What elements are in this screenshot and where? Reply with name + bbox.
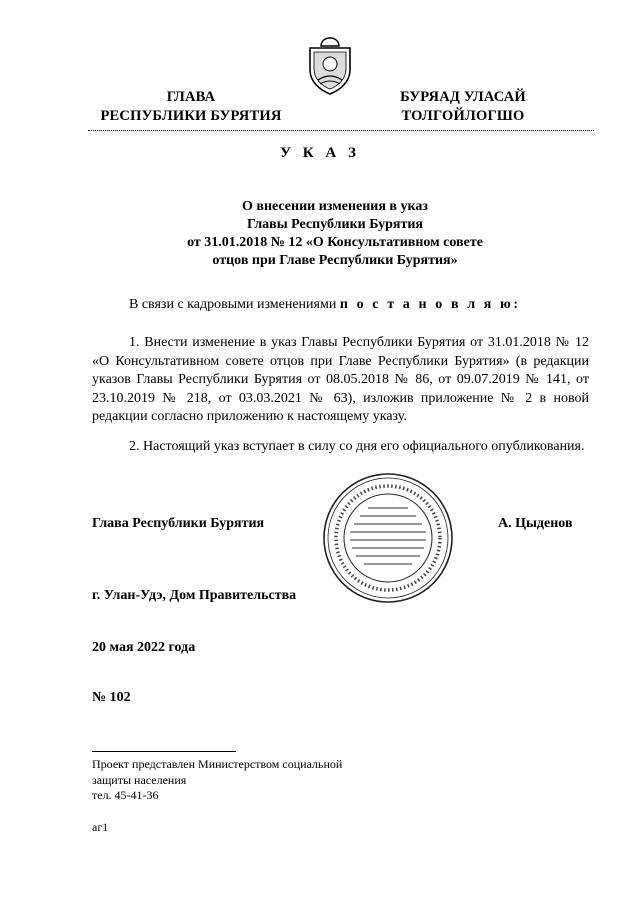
clause-1 — [92, 334, 589, 427]
signature-title: Глава Республики Бурятия — [92, 516, 265, 531]
header-right-line2: ТОЛГОЙЛОГШО — [401, 108, 525, 124]
header-left-line2: РЕСПУБЛИКИ БУРЯТИЯ — [100, 108, 282, 124]
preamble-verb: п о с т а н о в л я ю: — [339, 297, 521, 312]
header-right — [388, 88, 538, 126]
header-right-line1: БУРЯАД УЛАСАЙ — [400, 89, 526, 105]
header-left — [96, 88, 286, 126]
footnote-line1: Проект представлен Министерством социальной — [92, 757, 343, 771]
coat-of-arms-icon — [302, 34, 358, 96]
document-type: У К А З — [280, 145, 360, 161]
footnote-divider — [92, 751, 236, 752]
preamble-text: В связи с кадровыми изменениями — [129, 297, 340, 312]
clause-2-text: 2. Настоящий указ вступает в силу со дня его официального опубликования. — [129, 439, 585, 454]
clause-2 — [92, 438, 589, 457]
document-code: аг1 — [92, 820, 109, 834]
subject-line3: от 31.01.2018 № 12 «О Консультативном совете — [187, 235, 483, 250]
subject-line4: отцов при Главе Республики Бурятия» — [212, 253, 458, 268]
signature-name: А. Цыденов — [498, 516, 573, 531]
decree-number: № 102 — [92, 690, 131, 705]
signing-place: г. Улан-Удэ, Дом Правительства — [92, 588, 297, 603]
preamble — [92, 296, 589, 315]
document-subject — [120, 198, 550, 270]
official-stamp-icon — [320, 470, 456, 606]
footnote-line3: тел. 45-41-36 — [92, 788, 159, 802]
header-left-line1: ГЛАВА — [166, 89, 216, 105]
signing-date: 20 мая 2022 года — [92, 640, 196, 655]
clause-1-text: 1. Внести изменение в указ Главы Республики Бурятия от 31.01.2018 № 12 «О Консультативном совете отцов при Главе Республики Бурятия» (в редакции указов Главы Республики Бурятия от 08.05.2018 № 86, от 09.07.2019 № 141, от 23.10.2019 № 218, от 03.03.2021 № 63), изложив приложение № 2 в новой редакции согласно приложению к настоящему указу. — [92, 335, 589, 424]
header-divider — [88, 130, 594, 131]
footnote — [92, 757, 382, 804]
subject-line1: О внесении изменения в указ — [242, 199, 428, 214]
footnote-line2: защиты населения — [92, 772, 187, 787]
subject-line2: Главы Республики Бурятия — [246, 217, 423, 232]
